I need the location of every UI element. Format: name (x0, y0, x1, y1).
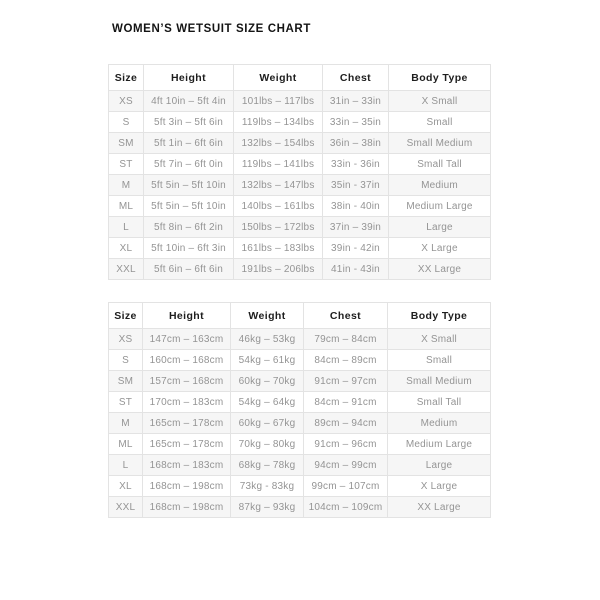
table-cell: 35in - 37in (323, 175, 389, 196)
table-cell: Small (388, 350, 491, 371)
table-row (109, 413, 491, 434)
table-cell: 5ft 3in – 5ft 6in (144, 112, 234, 133)
table-cell: Medium Large (388, 434, 491, 455)
table-cell: 5ft 5in – 5ft 10in (144, 175, 234, 196)
table-cell: 104cm – 109cm (304, 497, 388, 518)
table-row (109, 497, 491, 518)
table-cell: 41in - 43in (323, 259, 389, 280)
column-header: Size (109, 65, 144, 91)
table-cell: Large (389, 217, 491, 238)
table-cell: M (109, 175, 144, 196)
table-cell: L (109, 455, 143, 476)
table-cell: 37in – 39in (323, 217, 389, 238)
table-row (109, 91, 491, 112)
table-cell: 87kg – 93kg (231, 497, 304, 518)
table-cell: 5ft 1in – 6ft 6in (144, 133, 234, 154)
table-cell: X Small (388, 329, 491, 350)
table-row (109, 392, 491, 413)
table-cell: 46kg – 53kg (231, 329, 304, 350)
table-cell: Small Medium (389, 133, 491, 154)
table-row (109, 329, 491, 350)
table-cell: 5ft 10in – 6ft 3in (144, 238, 234, 259)
table-cell: 89cm – 94cm (304, 413, 388, 434)
table-row (109, 455, 491, 476)
table-cell: 168cm – 198cm (143, 497, 231, 518)
table-cell: 31in – 33in (323, 91, 389, 112)
table-cell: XS (109, 91, 144, 112)
table-cell: XX Large (388, 497, 491, 518)
table-cell: ML (109, 434, 143, 455)
table-cell: Small Tall (388, 392, 491, 413)
table-cell: SM (109, 133, 144, 154)
table-cell: ST (109, 154, 144, 175)
column-header: Size (109, 303, 143, 329)
table-row (109, 217, 491, 238)
table-cell: SM (109, 371, 143, 392)
table-cell: Small Medium (388, 371, 491, 392)
table-cell: 165cm – 178cm (143, 434, 231, 455)
table-cell: L (109, 217, 144, 238)
table-cell: XX Large (389, 259, 491, 280)
table-cell: 170cm – 183cm (143, 392, 231, 413)
table-cell: 60kg – 70kg (231, 371, 304, 392)
table-row (109, 112, 491, 133)
table-cell: ST (109, 392, 143, 413)
table-cell: 161lbs – 183lbs (234, 238, 323, 259)
table-cell: 54kg – 64kg (231, 392, 304, 413)
table-row (109, 154, 491, 175)
table-cell: 36in – 38in (323, 133, 389, 154)
table-cell: Large (388, 455, 491, 476)
table-cell: 91cm – 96cm (304, 434, 388, 455)
table-cell: XS (109, 329, 143, 350)
table-cell: 101lbs – 117lbs (234, 91, 323, 112)
table-cell: 119lbs – 141lbs (234, 154, 323, 175)
table-cell: 5ft 8in – 6ft 2in (144, 217, 234, 238)
table-cell: X Small (389, 91, 491, 112)
table-cell: XL (109, 476, 143, 497)
table-cell: 79cm – 84cm (304, 329, 388, 350)
table-row (109, 350, 491, 371)
table-cell: 38in - 40in (323, 196, 389, 217)
table-cell: 68kg – 78kg (231, 455, 304, 476)
header-row (109, 65, 491, 91)
table-cell: 191lbs – 206lbs (234, 259, 323, 280)
table-cell: XL (109, 238, 144, 259)
table-cell: ML (109, 196, 144, 217)
table-cell: Medium Large (389, 196, 491, 217)
table-cell: 168cm – 183cm (143, 455, 231, 476)
table-cell: 160cm – 168cm (143, 350, 231, 371)
table-row (109, 196, 491, 217)
page-title: WOMEN’S WETSUIT SIZE CHART (112, 23, 311, 35)
table-cell: 91cm – 97cm (304, 371, 388, 392)
table-cell: 84cm – 91cm (304, 392, 388, 413)
table-cell: 70kg – 80kg (231, 434, 304, 455)
column-header: Body Type (389, 65, 491, 91)
table-row (109, 371, 491, 392)
table-cell: 39in - 42in (323, 238, 389, 259)
table-cell: 99cm – 107cm (304, 476, 388, 497)
table-cell: 4ft 10in – 5ft 4in (144, 91, 234, 112)
table-cell: 150lbs – 172lbs (234, 217, 323, 238)
table-cell: 73kg - 83kg (231, 476, 304, 497)
table-cell: 140lbs – 161lbs (234, 196, 323, 217)
imperial-size-table (108, 64, 491, 280)
table-cell: S (109, 350, 143, 371)
table-cell: X Large (389, 238, 491, 259)
table-row (109, 434, 491, 455)
table-cell: 5ft 6in – 6ft 6in (144, 259, 234, 280)
table-cell: S (109, 112, 144, 133)
table-cell: 165cm – 178cm (143, 413, 231, 434)
table-cell: XXL (109, 497, 143, 518)
table-cell: 132lbs – 147lbs (234, 175, 323, 196)
table-cell: 5ft 7in – 6ft 0in (144, 154, 234, 175)
table-cell: Medium (388, 413, 491, 434)
column-header: Body Type (388, 303, 491, 329)
header-row (109, 303, 491, 329)
column-header: Height (143, 303, 231, 329)
table-cell: X Large (388, 476, 491, 497)
table-cell: Small Tall (389, 154, 491, 175)
table-row (109, 259, 491, 280)
table-cell: XXL (109, 259, 144, 280)
column-header: Chest (323, 65, 389, 91)
table-cell: 119lbs – 134lbs (234, 112, 323, 133)
table-cell: 94cm – 99cm (304, 455, 388, 476)
table-cell: 132lbs – 154lbs (234, 133, 323, 154)
column-header: Height (144, 65, 234, 91)
table-cell: 157cm – 168cm (143, 371, 231, 392)
table-row (109, 238, 491, 259)
table-cell: M (109, 413, 143, 434)
table-cell: 33in – 35in (323, 112, 389, 133)
table-cell: 33in - 36in (323, 154, 389, 175)
metric-size-table (108, 302, 491, 518)
table-row (109, 175, 491, 196)
table-cell: 54kg – 61kg (231, 350, 304, 371)
table-cell: 60kg – 67kg (231, 413, 304, 434)
table-row (109, 476, 491, 497)
table-row (109, 133, 491, 154)
table-cell: 147cm – 163cm (143, 329, 231, 350)
column-header: Weight (231, 303, 304, 329)
column-header: Weight (234, 65, 323, 91)
table-cell: 168cm – 198cm (143, 476, 231, 497)
table-cell: Small (389, 112, 491, 133)
table-cell: 5ft 5in – 5ft 10in (144, 196, 234, 217)
table-cell: Medium (389, 175, 491, 196)
column-header: Chest (304, 303, 388, 329)
table-cell: 84cm – 89cm (304, 350, 388, 371)
